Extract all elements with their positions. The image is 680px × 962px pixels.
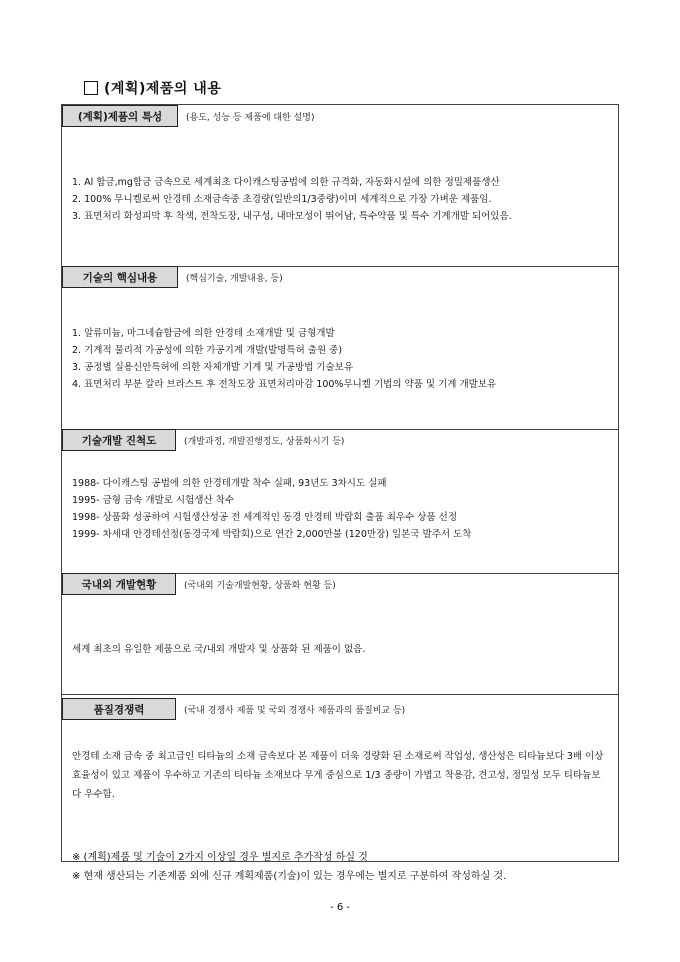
body-line: 1998- 상품화 성공하여 시험생산성공 전 세계적인 동경 안경테 박람회 출품 최우수 상품 선정 [72, 512, 458, 523]
section-header [62, 573, 336, 595]
body-line: 1. 알류미늄, 마그네슘합금에 의한 안경테 소재개발 및 금형개발 [72, 328, 335, 339]
section-header [62, 429, 344, 451]
page-number: - 6 - [330, 902, 350, 913]
section-label: 국내외 개발현황 [62, 573, 176, 595]
footnotes [72, 848, 506, 886]
section-label: 기술의 핵심내용 [62, 266, 178, 288]
body-line: 3. 공정별 실용신안특허에 의한 자체개발 기계 및 가공방법 기술보유 [72, 362, 354, 373]
body-line: 1988- 다이캐스팅 공법에 의한 안경테개발 착수 실패, 93년도 3차시도 실패 [72, 478, 387, 489]
body-line: 1999- 차세대 안경테선정(동경국제 박람회)으로 연간 2,000만불 (120만장) 일본국 발주서 도착 [72, 529, 472, 540]
body-paragraph: 안경테 소재 금속 중 최고급인 티타늄의 소재 금속보다 본 제품이 더욱 경량화 된 소재로써 작업성, 생산성은 티타늄보다 3배 이상 효율성이 있고 제품이 우수하고 기존의 티타늄 소재보다 무게 중심으로 1/3 중량이 가볍고 착용감, 견고성, 정밀성 모두 티타늄보다 우수함. [72, 751, 604, 800]
body-line: 1. Al 합금,mg합금 금속으로 세계최초 다이캐스팅공법에 의한 규격화, 자동화시설에 의한 정밀제품생산 [72, 177, 500, 188]
checkbox-icon [84, 81, 98, 95]
section-body [72, 475, 608, 543]
section-header [62, 105, 315, 127]
footnote: ※ (계획)제품 및 기술이 2가지 이상일 경우 별지로 추가작성 하실 것 [72, 852, 368, 863]
section-label: 기술개발 진척도 [62, 429, 176, 451]
section-header [62, 698, 405, 720]
content-frame [61, 104, 619, 862]
body-line: 2. 100% 무니켈로써 안경테 소재금속중 초경량(일반의1/3중량)이며 세계적으로 가장 가벼운 제품임. [72, 194, 492, 205]
body-line: 2. 기계적 물리적 가공성에 의한 가공기계 개발(발명특허 출원 중) [72, 345, 343, 356]
divider [62, 694, 618, 695]
section-hint: (개발과정, 개발진행정도, 상품화시기 등) [184, 436, 345, 447]
section-body [72, 174, 608, 225]
section-hint: (국내 경쟁사 제품 및 국외 경쟁사 제품과의 품질비교 등) [184, 705, 406, 716]
section-body [72, 641, 608, 658]
footnote: ※ 현재 생산되는 기존제품 외에 신규 계획제품(기술)이 있는 경우에는 별지로 구분하여 작성하실 것. [72, 871, 507, 882]
body-line: 1995- 금형 금속 개발로 시험생산 착수 [72, 495, 235, 506]
section-body [72, 747, 608, 804]
body-line: 3. 표면처리 화성피막 후 착색, 전착도장, 내구성, 내마모성이 뛰어남, 특수약품 및 특수 기계개발 되어있음. [72, 211, 512, 222]
body-line: 세계 최초의 유일한 제품으로 국/내외 개발자 및 상품화 된 제품이 없음. [72, 644, 366, 655]
section-heading-text: (계획)제품의 내용 [104, 81, 222, 97]
section-hint: (용도, 성능 등 제품에 대한 설명) [186, 112, 315, 123]
section-hint: (핵심기술, 개발내용, 등) [186, 273, 283, 284]
section-label: 품질경쟁력 [62, 698, 176, 720]
section-label: (계획)제품의 특성 [62, 105, 178, 127]
body-line: 4. 표면처리 부분 칼라 브라스트 후 전착도장 표면처리마감 100%무니켈 기법의 약품 및 기계 개발보유 [72, 379, 497, 390]
section-hint: (국내외 기술개발현황, 상품화 현황 등) [184, 580, 336, 591]
section-heading [84, 78, 221, 98]
section-header [62, 266, 283, 288]
section-body [72, 325, 608, 393]
